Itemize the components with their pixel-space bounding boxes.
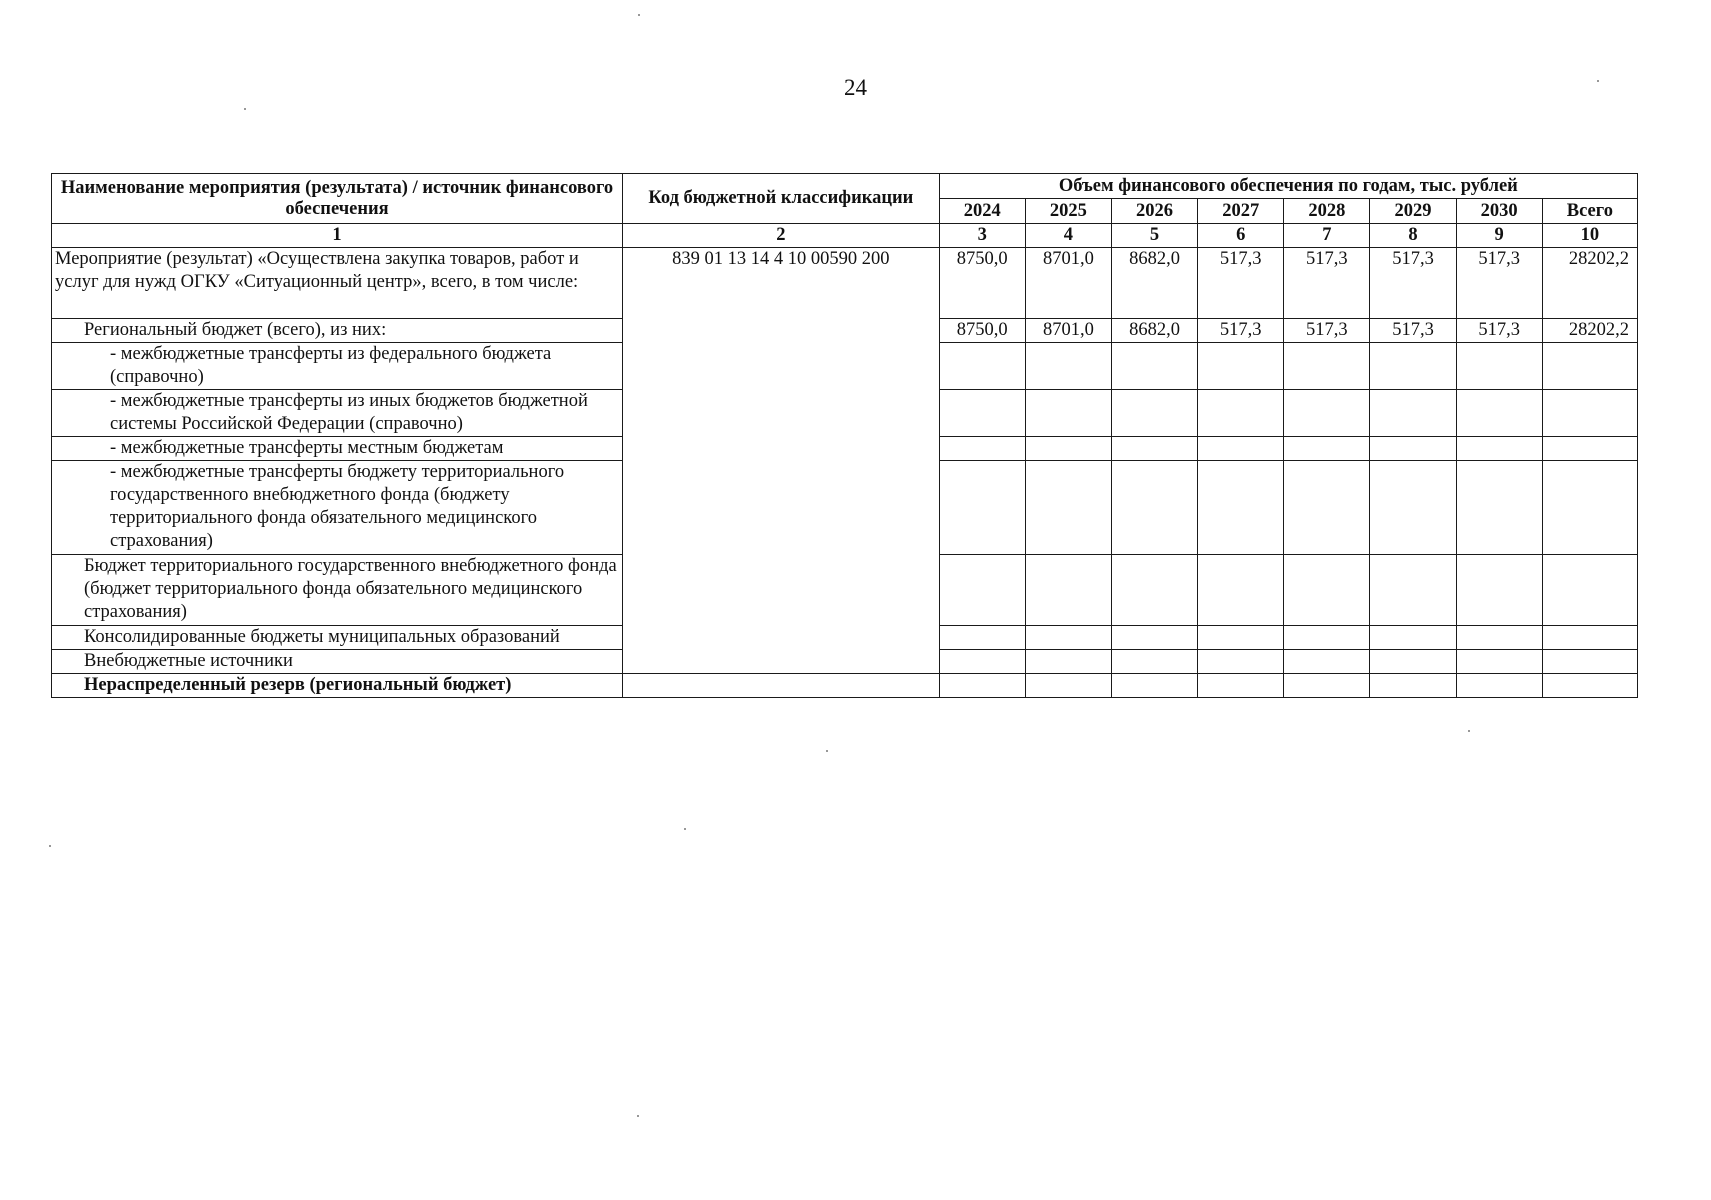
row-name: - межбюджетные трансферты местным бюджетам (52, 437, 623, 461)
header-volume-group: Объем финансового обеспечения по годам, тыс. рублей (939, 174, 1637, 199)
cell-value (1111, 626, 1197, 650)
cell-value (939, 555, 1025, 626)
cell-value (1370, 555, 1456, 626)
header-name: Наименование мероприятия (результата) / источник финансового обеспечения (52, 174, 623, 224)
cell-value (1198, 437, 1284, 461)
row-name: - межбюджетные трансферты из федерального бюджета (справочно) (52, 343, 623, 390)
row-name: Бюджет территориального государственного внебюджетного фонда (бюджет территориального фонда обязательного медицинского страхования) (52, 555, 623, 626)
cell-value (1284, 461, 1370, 555)
header-code: Код бюджетной классификации (623, 174, 940, 224)
cell-value (1284, 555, 1370, 626)
cell-value (1284, 674, 1370, 698)
cell-value: 8750,0 (939, 319, 1025, 343)
cell-value (1456, 390, 1542, 437)
cell-total (1542, 555, 1637, 626)
header-year: 2026 (1111, 199, 1197, 224)
cell-value (1370, 626, 1456, 650)
cell-value (1198, 626, 1284, 650)
row-name: Консолидированные бюджеты муниципальных образований (52, 626, 623, 650)
cell-total (1542, 437, 1637, 461)
cell-value (939, 461, 1025, 555)
cell-value: 517,3 (1284, 319, 1370, 343)
cell-total: 28202,2 (1542, 319, 1637, 343)
cell-value (1284, 650, 1370, 674)
col-number: 10 (1542, 224, 1637, 248)
scan-speck (826, 750, 828, 752)
cell-value (1370, 650, 1456, 674)
cell-value (939, 343, 1025, 390)
col-number: 4 (1025, 224, 1111, 248)
cell-value: 517,3 (1456, 319, 1542, 343)
cell-total (1542, 626, 1637, 650)
cell-value (939, 650, 1025, 674)
col-number: 5 (1111, 224, 1197, 248)
cell-value (1111, 650, 1197, 674)
cell-value (1111, 674, 1197, 698)
cell-value (939, 674, 1025, 698)
row-name: - межбюджетные трансферты бюджету территориального государственного внебюджетного фонда (бюджету территориального фонда обязательного медицинского страхования) (52, 461, 623, 555)
cell-value: 8701,0 (1025, 319, 1111, 343)
col-number: 3 (939, 224, 1025, 248)
cell-value (1456, 437, 1542, 461)
cell-value (1025, 674, 1111, 698)
cell-value: 517,3 (1370, 319, 1456, 343)
row-name: - межбюджетные трансферты из иных бюджетов бюджетной системы Российской Федерации (справочно) (52, 390, 623, 437)
col-number: 1 (52, 224, 623, 248)
cell-value (1456, 555, 1542, 626)
cell-value (1284, 343, 1370, 390)
column-number-row (52, 224, 1638, 248)
cell-value (1025, 437, 1111, 461)
cell-value (1198, 650, 1284, 674)
cell-value (1198, 555, 1284, 626)
cell-value (1456, 650, 1542, 674)
col-number: 7 (1284, 224, 1370, 248)
header-year: 2029 (1370, 199, 1456, 224)
cell-value (1025, 343, 1111, 390)
header-year: 2027 (1198, 199, 1284, 224)
cell-value (1025, 626, 1111, 650)
col-number: 8 (1370, 224, 1456, 248)
scan-speck (1468, 730, 1470, 732)
cell-value (1025, 390, 1111, 437)
cell-value: 517,3 (1284, 248, 1370, 319)
budget-code-empty (623, 674, 940, 698)
scan-speck (637, 1115, 639, 1117)
budget-code: 839 01 13 14 4 10 00590 200 (623, 248, 940, 674)
col-number: 9 (1456, 224, 1542, 248)
cell-value (1456, 461, 1542, 555)
cell-value (1111, 437, 1197, 461)
cell-value (1025, 461, 1111, 555)
cell-value: 8701,0 (1025, 248, 1111, 319)
cell-value (1111, 461, 1197, 555)
cell-value (939, 626, 1025, 650)
cell-value: 517,3 (1370, 248, 1456, 319)
row-name: Мероприятие (результат) «Осуществлена закупка товаров, работ и услуг для нужд ОГКУ «Ситуационный центр», всего, в том числе: (52, 248, 623, 319)
cell-value (1111, 555, 1197, 626)
cell-value (1370, 674, 1456, 698)
cell-value (1111, 343, 1197, 390)
cell-value (939, 390, 1025, 437)
cell-value: 8750,0 (939, 248, 1025, 319)
header-row-top (52, 174, 1638, 199)
cell-total (1542, 343, 1637, 390)
cell-value (1198, 674, 1284, 698)
cell-total (1542, 650, 1637, 674)
cell-total (1542, 390, 1637, 437)
cell-value (1111, 390, 1197, 437)
header-year: 2024 (939, 199, 1025, 224)
cell-value: 517,3 (1198, 319, 1284, 343)
cell-value (1284, 626, 1370, 650)
cell-value: 517,3 (1198, 248, 1284, 319)
row-name: Нераспределенный резерв (региональный бюджет) (52, 674, 623, 698)
cell-value (1284, 390, 1370, 437)
cell-value (1370, 390, 1456, 437)
cell-value (1284, 437, 1370, 461)
scan-speck (684, 828, 686, 830)
scan-speck (49, 845, 51, 847)
cell-value (1025, 555, 1111, 626)
cell-value: 8682,0 (1111, 248, 1197, 319)
cell-value (1025, 650, 1111, 674)
cell-total (1542, 461, 1637, 555)
cell-total (1542, 674, 1637, 698)
cell-value (1198, 343, 1284, 390)
col-number: 2 (623, 224, 940, 248)
cell-value (1370, 461, 1456, 555)
cell-value (1456, 343, 1542, 390)
col-number: 6 (1198, 224, 1284, 248)
header-year: 2030 (1456, 199, 1542, 224)
cell-value: 8682,0 (1111, 319, 1197, 343)
scan-speck (244, 108, 246, 110)
scan-speck (638, 14, 640, 16)
cell-value (1370, 437, 1456, 461)
header-year: 2028 (1284, 199, 1370, 224)
cell-value (1198, 461, 1284, 555)
header-year: 2025 (1025, 199, 1111, 224)
cell-total: 28202,2 (1542, 248, 1637, 319)
header-total: Всего (1542, 199, 1637, 224)
cell-value (939, 437, 1025, 461)
row-name: Внебюджетные источники (52, 650, 623, 674)
financing-table (51, 173, 1638, 698)
cell-value (1198, 390, 1284, 437)
row-name: Региональный бюджет (всего), из них: (52, 319, 623, 343)
cell-value (1456, 674, 1542, 698)
cell-value (1370, 343, 1456, 390)
table-row (52, 248, 1638, 319)
cell-value (1456, 626, 1542, 650)
cell-value: 517,3 (1456, 248, 1542, 319)
page-number: 24 (844, 75, 867, 100)
table-row (52, 674, 1638, 698)
scan-speck (1597, 80, 1599, 82)
